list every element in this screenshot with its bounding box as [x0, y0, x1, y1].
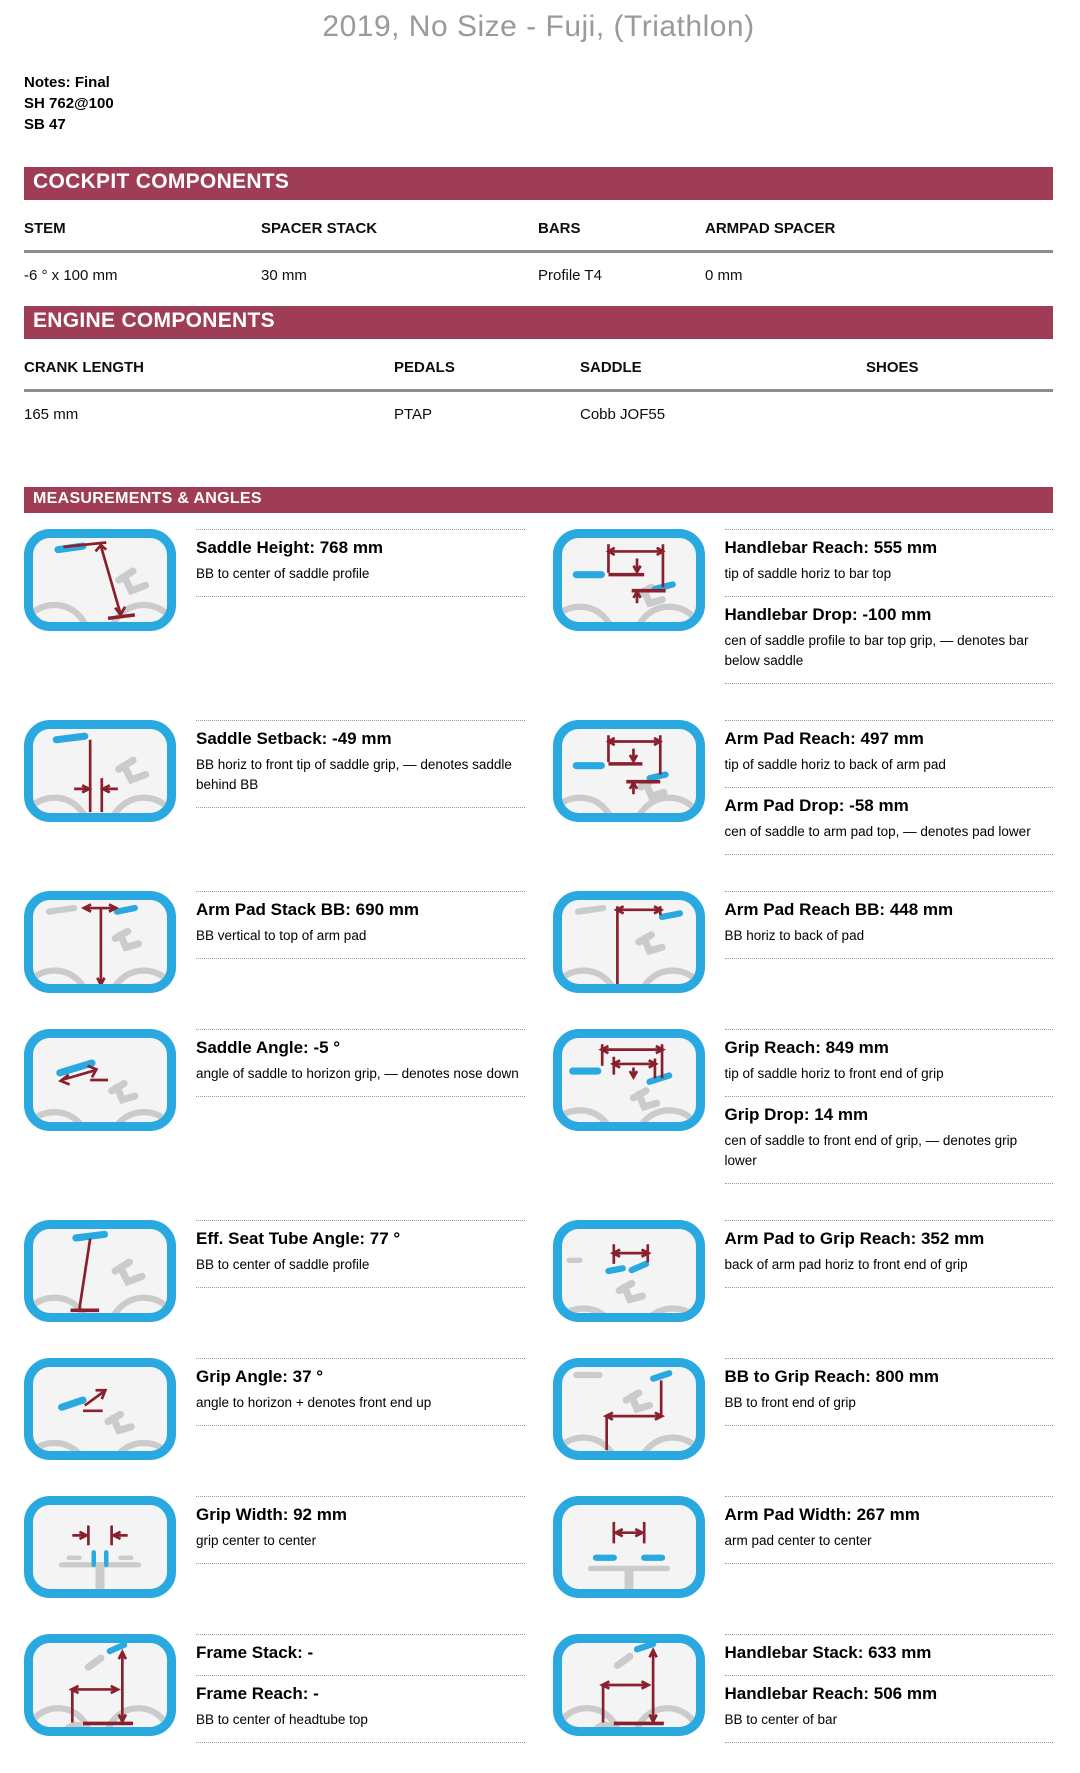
measurement-desc: angle of saddle to horizon grip, — denotes nose down: [196, 1066, 519, 1081]
measurement-title: Grip Angle: 37 °: [196, 1367, 324, 1386]
component-label: CRANK LENGTH: [24, 359, 144, 376]
measurement-desc: BB vertical to top of arm pad: [196, 928, 367, 943]
measurement-row: [24, 1496, 1053, 1598]
measurement-entry: [196, 1675, 525, 1742]
measurement-entry: [725, 1096, 1054, 1183]
measurement-title: Saddle Height: 768 mm: [196, 538, 384, 557]
measurement-desc: cen of saddle to front end of grip, — denotes grip lower: [724, 1133, 1018, 1168]
measurement-row: [24, 720, 1053, 855]
measurement-title: Arm Pad Width: 267 mm: [724, 1505, 920, 1524]
measurement-cell: [553, 1496, 1054, 1598]
measurement-title: Grip Width: 92 mm: [196, 1505, 347, 1524]
notes-block: [24, 72, 1053, 135]
measurement-entries: [725, 720, 1054, 855]
measurement-entries: [725, 1496, 1054, 1564]
component-value: -6 ° x 100 mm: [24, 267, 118, 284]
cockpit-column-labels: [24, 200, 1053, 250]
component-value: Profile T4: [538, 267, 602, 284]
arm-pad-to-grip-reach-icon: [553, 1220, 705, 1322]
measurement-title: Arm Pad Reach BB: 448 mm: [724, 900, 954, 919]
measurement-entry: [725, 1358, 1054, 1425]
measurement-cell: [24, 720, 525, 855]
measurement-title: Handlebar Drop: -100 mm: [724, 605, 932, 624]
measurement-desc: BB to front end of grip: [724, 1395, 856, 1410]
measurement-entry: [196, 1029, 525, 1096]
measurement-title: BB to Grip Reach: 800 mm: [724, 1367, 939, 1386]
measurement-entry: [725, 787, 1054, 854]
measurement-desc: tip of saddle horiz to bar top: [724, 566, 892, 581]
measurement-title: Eff. Seat Tube Angle: 77 °: [196, 1229, 401, 1248]
measurement-entries: [196, 1220, 525, 1288]
measurement-title: Saddle Setback: -49 mm: [196, 729, 392, 748]
measurement-entry: [725, 1029, 1054, 1096]
measurement-cell: [553, 1358, 1054, 1460]
arm-pad-reach-drop-icon: [553, 720, 705, 822]
measurement-entries: [196, 1029, 525, 1097]
arm-pad-stack-bb-icon: [24, 891, 176, 993]
component-label: ARMPAD SPACER: [705, 220, 836, 237]
measurement-entry: [725, 891, 1054, 958]
measurement-entry: [196, 720, 525, 807]
engine-column-labels: [24, 339, 1053, 389]
grip-width-icon: [24, 1496, 176, 1598]
measurement-desc: tip of saddle horiz to back of arm pad: [724, 757, 946, 772]
measurement-cell: [553, 891, 1054, 993]
measurement-title: Arm Pad Drop: -58 mm: [724, 796, 909, 815]
measurement-title: Handlebar Stack: 633 mm: [724, 1643, 932, 1662]
measurement-entry: [196, 1496, 525, 1563]
measurement-cell: [553, 529, 1054, 684]
measurement-desc: arm pad center to center: [724, 1533, 872, 1548]
handlebar-reach-drop-icon: [553, 529, 705, 631]
measurement-entries: [725, 1220, 1054, 1288]
measurement-entry: [725, 529, 1054, 596]
measurement-entries: [196, 891, 525, 959]
measurement-entry: [196, 529, 525, 596]
component-value: 30 mm: [261, 267, 307, 284]
measurement-entries: [725, 1634, 1054, 1743]
component-label: SPACER STACK: [261, 220, 378, 237]
measurement-entries: [196, 720, 525, 808]
measurement-row: [24, 1029, 1053, 1184]
measurement-row: [24, 891, 1053, 993]
component-label: PEDALS: [394, 359, 455, 376]
measurement-cell: [553, 720, 1054, 855]
bb-to-grip-reach-icon: [553, 1358, 705, 1460]
grip-angle-icon: [24, 1358, 176, 1460]
component-value: [866, 406, 1053, 423]
measurement-title: Grip Reach: 849 mm: [724, 1038, 889, 1057]
notes-line: Notes: Final: [24, 74, 110, 91]
measurement-entries: [725, 529, 1054, 684]
engine-section-heading: ENGINE COMPONENTS: [24, 306, 1053, 339]
handlebar-stack-reach-icon: [553, 1634, 705, 1736]
component-label: STEM: [24, 220, 66, 237]
measurement-entry: [725, 1634, 1054, 1675]
measurement-entries: [196, 1358, 525, 1426]
measurement-entries: [196, 1634, 525, 1743]
measurement-title: Arm Pad to Grip Reach: 352 mm: [724, 1229, 985, 1248]
engine-components-section: [24, 306, 1053, 429]
measurement-row: [24, 529, 1053, 684]
measurement-desc: angle to horizon + denotes front end up: [196, 1395, 432, 1410]
measurement-title: Handlebar Reach: 555 mm: [724, 538, 938, 557]
measurement-title: Frame Stack: -: [196, 1643, 314, 1662]
measurement-title: Handlebar Reach: 506 mm: [724, 1684, 938, 1703]
measurement-entry: [196, 891, 525, 958]
measurement-desc: BB to center of headtube top: [196, 1712, 368, 1727]
measurement-desc: cen of saddle to arm pad top, — denotes pad lower: [724, 824, 1031, 839]
measurement-entries: [725, 1029, 1054, 1184]
measurement-cell: [24, 1029, 525, 1184]
measurement-title: Saddle Angle: -5 °: [196, 1038, 341, 1057]
measurement-entry: [196, 1634, 525, 1675]
measurement-cell: [24, 1496, 525, 1598]
measurement-entry: [725, 1675, 1054, 1742]
component-value: 0 mm: [705, 267, 743, 284]
saddle-angle-icon: [24, 1029, 176, 1131]
frame-stack-reach-icon: [24, 1634, 176, 1736]
measurement-entries: [196, 1496, 525, 1564]
eff-seat-tube-angle-icon: [24, 1220, 176, 1322]
measurement-cell: [24, 1358, 525, 1460]
measurement-entry: [725, 1220, 1054, 1287]
notes-line: SH 762@100: [24, 95, 114, 112]
measurement-cell: [553, 1220, 1054, 1322]
measurement-row: [24, 1634, 1053, 1743]
cockpit-section-heading: COCKPIT COMPONENTS: [24, 167, 1053, 200]
measurement-entry: [196, 1220, 525, 1287]
measurement-entry: [725, 596, 1054, 683]
measurement-cell: [553, 1029, 1054, 1184]
measurement-desc: grip center to center: [196, 1533, 317, 1548]
measurement-title: Arm Pad Stack BB: 690 mm: [196, 900, 419, 919]
grip-reach-drop-icon: [553, 1029, 705, 1131]
page-title: 2019, No Size - Fuji, (Triathlon): [322, 10, 755, 43]
component-value: PTAP: [394, 406, 433, 423]
measurement-cell: [24, 1634, 525, 1743]
cockpit-column-values: [24, 253, 1053, 290]
measurement-row: [24, 1358, 1053, 1460]
measurement-title: Arm Pad Reach: 497 mm: [724, 729, 924, 748]
measurements-section: [24, 487, 1053, 1743]
measurement-entry: [196, 1358, 525, 1425]
component-value: 165 mm: [24, 406, 79, 423]
measurement-row: [24, 1220, 1053, 1322]
measurement-desc: back of arm pad horiz to front end of grip: [724, 1257, 968, 1272]
component-value: Cobb JOF55: [580, 406, 666, 423]
measurement-entry: [725, 1496, 1054, 1563]
measurement-rows: [24, 529, 1053, 1743]
measurement-cell: [553, 1634, 1054, 1743]
measurements-section-heading: MEASUREMENTS & ANGLES: [24, 487, 1053, 513]
measurement-cell: [24, 529, 525, 684]
cockpit-components-section: [24, 167, 1053, 290]
measurement-cell: [24, 891, 525, 993]
measurement-entry: [725, 720, 1054, 787]
measurement-entries: [725, 1358, 1054, 1426]
measurement-desc: BB to center of saddle profile: [196, 566, 370, 581]
measurement-title: Frame Reach: -: [196, 1684, 319, 1703]
measurement-desc: BB to center of saddle profile: [196, 1257, 370, 1272]
component-label: BARS: [538, 220, 581, 237]
component-label: SADDLE: [580, 359, 642, 376]
measurement-entries: [725, 891, 1054, 959]
measurement-desc: BB to center of bar: [724, 1712, 838, 1727]
measurement-desc: BB horiz to front tip of saddle grip, — denotes saddle behind BB: [196, 757, 512, 792]
measurement-desc: cen of saddle profile to bar top grip, — denotes bar below saddle: [724, 633, 1029, 668]
measurement-entries: [196, 529, 525, 597]
arm-pad-width-icon: [553, 1496, 705, 1598]
saddle-height-icon: [24, 529, 176, 631]
notes-line: SB 47: [24, 116, 66, 133]
measurement-cell: [24, 1220, 525, 1322]
measurement-desc: BB horiz to back of pad: [724, 928, 865, 943]
arm-pad-reach-bb-icon: [553, 891, 705, 993]
measurement-title: Grip Drop: 14 mm: [724, 1105, 869, 1124]
saddle-setback-icon: [24, 720, 176, 822]
component-label: SHOES: [866, 359, 919, 376]
engine-column-values: [24, 392, 1053, 429]
measurement-desc: tip of saddle horiz to front end of grip: [724, 1066, 944, 1081]
